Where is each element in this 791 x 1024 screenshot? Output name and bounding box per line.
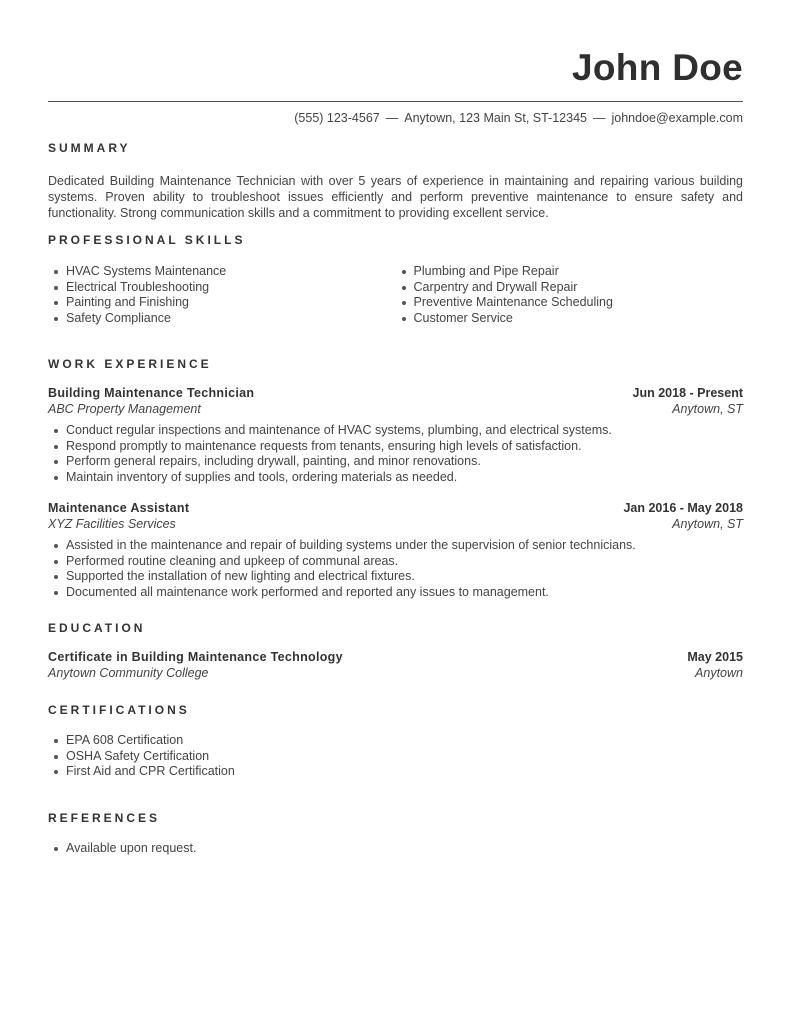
skill-item: Preventive Maintenance Scheduling (396, 295, 744, 311)
summary-section (48, 141, 743, 221)
skill-item: HVAC Systems Maintenance (48, 264, 396, 280)
skill-item: Safety Compliance (48, 311, 396, 327)
education-entry (48, 650, 743, 681)
job-bullet-list (48, 423, 743, 485)
summary-text: Dedicated Building Maintenance Technician with over 5 years of experience in maintaining and repairing various building systems. Proven ability to troubleshoot issues efficiently and perform preventive maintenance to ensure safety and functionality. Strong communication skills and a commitment to providing excellent service. (48, 174, 743, 220)
school-location: Anytown (695, 665, 743, 680)
job-organization: XYZ Facilities Services (48, 516, 176, 531)
certifications-section (48, 703, 743, 780)
job-bullet: Conduct regular inspections and maintenance of HVAC systems, plumbing, and electrical systems. (48, 423, 743, 439)
certification-item: First Aid and CPR Certification (48, 764, 743, 780)
certification-item: OSHA Safety Certification (48, 749, 743, 765)
job-title: Maintenance Assistant (48, 501, 190, 515)
skills-list-right (396, 264, 744, 326)
job-location: Anytown, ST (672, 516, 743, 531)
skill-item: Carpentry and Drywall Repair (396, 280, 744, 296)
job-bullet-list (48, 538, 743, 600)
education-section (48, 621, 743, 635)
skills-list-left (48, 264, 396, 326)
degree-date: May 2015 (687, 650, 743, 664)
contact-phone: (555) 123-4567 (294, 111, 380, 125)
section-title-references: REFERENCES (48, 811, 161, 825)
degree-title: Certificate in Building Maintenance Technology (48, 650, 343, 664)
skill-item: Customer Service (396, 311, 744, 327)
contact-email[interactable]: johndoe@example.com (611, 111, 743, 125)
candidate-name: John Doe (572, 47, 743, 88)
skill-item: Painting and Finishing (48, 295, 396, 311)
experience-section (48, 357, 743, 371)
job-bullet: Maintain inventory of supplies and tools, ordering materials as needed. (48, 470, 743, 486)
section-title-education: EDUCATION (48, 621, 146, 635)
section-title-certifications: CERTIFICATIONS (48, 703, 190, 717)
section-title-skills: PROFESSIONAL SKILLS (48, 233, 246, 247)
job-bullet: Performed routine cleaning and upkeep of communal areas. (48, 554, 743, 570)
job-bullet: Supported the installation of new lighting and electrical fixtures. (48, 569, 743, 585)
job-organization: ABC Property Management (48, 401, 201, 416)
skill-item: Plumbing and Pipe Repair (396, 264, 744, 280)
section-title-summary: SUMMARY (48, 141, 131, 155)
job-bullet: Respond promptly to maintenance requests from tenants, ensuring high levels of satisfaction. (48, 439, 743, 455)
job-title: Building Maintenance Technician (48, 386, 255, 400)
job-location: Anytown, ST (672, 401, 743, 416)
header-divider (48, 101, 743, 102)
section-title-experience: WORK EXPERIENCE (48, 357, 212, 371)
job-dates: Jan 2016 - May 2018 (623, 501, 743, 515)
job-bullet: Assisted in the maintenance and repair of building systems under the supervision of senior technicians. (48, 538, 743, 554)
job-bullet: Perform general repairs, including drywall, painting, and minor renovations. (48, 454, 743, 470)
job-dates: Jun 2018 - Present (632, 386, 743, 400)
contact-address: Anytown, 123 Main St, ST-12345 (404, 111, 587, 125)
contact-separator: — (592, 111, 606, 125)
references-list (48, 841, 743, 857)
contact-separator: — (385, 111, 399, 125)
reference-item: Available upon request. (48, 841, 743, 857)
job-bullet: Documented all maintenance work performed and reported any issues to management. (48, 585, 743, 601)
skill-item: Electrical Troubleshooting (48, 280, 396, 296)
certification-item: EPA 608 Certification (48, 733, 743, 749)
school-name: Anytown Community College (48, 665, 209, 680)
job-entry (48, 386, 743, 486)
job-entry (48, 501, 743, 601)
certifications-list (48, 733, 743, 780)
references-section (48, 811, 743, 857)
skills-section (48, 233, 743, 326)
contact-line (294, 110, 743, 126)
